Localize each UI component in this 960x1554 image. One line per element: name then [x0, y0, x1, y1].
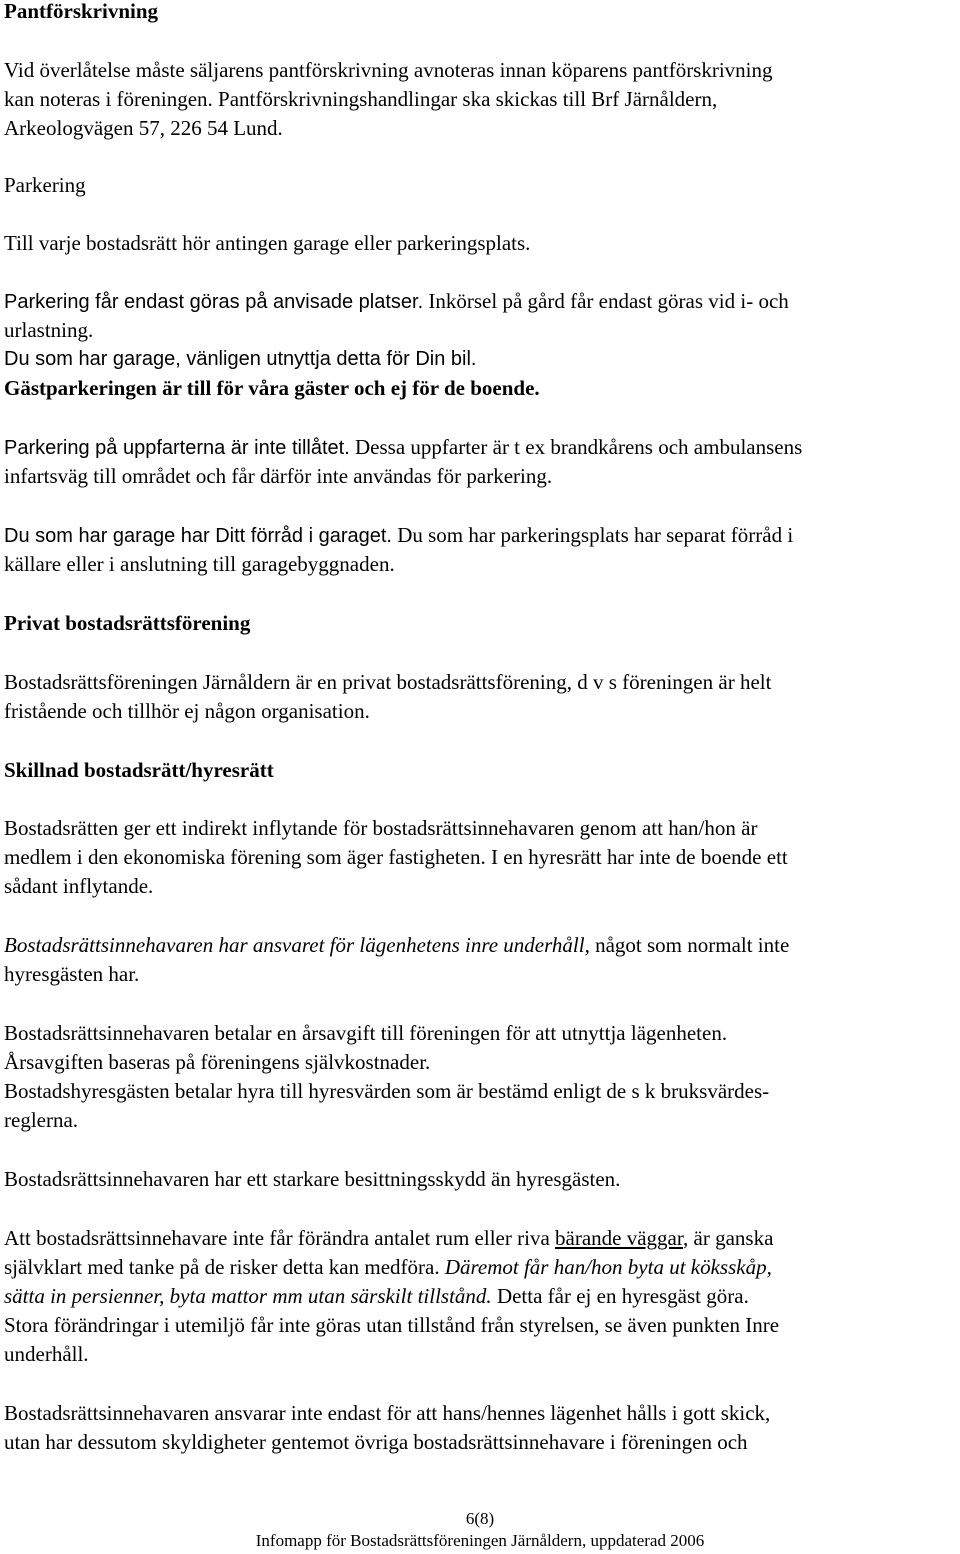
paragraph-line: Bostadsrätten ger ett indirekt inflytande för bostadsrättsinnehavaren genom att han/hon är	[4, 816, 758, 840]
text-run-italic: Däremot får han/hon byta ut köksskåp,	[444, 1255, 772, 1279]
paragraph-line: Till varje bostadsrätt hör antingen garage eller parkeringsplats.	[4, 231, 531, 255]
paragraph-line: medlem i den ekonomiska förening som äger fastigheten. I en hyresrätt har inte de boende ett	[4, 845, 788, 869]
text-run: , är ganska	[683, 1226, 774, 1250]
paragraph-line	[4, 1224, 773, 1253]
text-run: Dessa uppfarter är t ex brandkårens och ambulansens	[349, 435, 803, 459]
paragraph-line: Stora förändringar i utemiljö får inte göras utan tillstånd från styrelsen, se även punkten Inre	[4, 1313, 780, 1337]
paragraph-line: Vid överlåtelse måste säljarens pantförskrivning avnoteras innan köparens pantförskrivning	[4, 58, 773, 82]
heading-pantforskrivning: Pantförskrivning	[4, 0, 159, 23]
text-run: självklart med tanke på de risker detta kan medföra.	[4, 1255, 445, 1279]
paragraph-line: infartsväg till området och får därför inte användas för parkering.	[4, 464, 553, 488]
paragraph-line: hyresgästen har.	[4, 962, 140, 986]
text-run: något som normalt inte	[589, 933, 790, 957]
text-run: Inkörsel på gård får endast göras vid i- och	[423, 289, 789, 313]
heading-skillnad: Skillnad bostadsrätt/hyresrätt	[4, 758, 274, 782]
paragraph-line: underhåll.	[4, 1342, 89, 1366]
paragraph-line: Bostadshyresgästen betalar hyra till hyresvärden som är bestämd enligt de s k bruksvärdes-	[4, 1079, 770, 1103]
paragraph-line: Du som har garage, vänligen utnyttja detta för Din bil.	[4, 348, 477, 370]
paragraph-line: Bostadsrättsföreningen Järnåldern är en privat bostadsrättsförening, d v s föreningen är helt	[4, 670, 772, 694]
text-run-underlined: bärande väggar	[555, 1226, 684, 1250]
paragraph-line	[4, 1282, 749, 1311]
footer-text: Infomapp för Bostadsrättsföreningen Järnåldern, uppdaterad 2006	[255, 1531, 705, 1550]
text-run: Du som har parkeringsplats har separat förråd i	[391, 523, 794, 547]
paragraph-line: reglerna.	[4, 1108, 79, 1132]
paragraph-line: Årsavgiften baseras på föreningens självkostnader.	[4, 1050, 431, 1074]
paragraph-line: urlastning.	[4, 318, 94, 342]
text-run-italic: sätta in persienner, byta mattor mm utan särskilt tillstånd.	[4, 1284, 492, 1308]
paragraph-line: sådant inflytande.	[4, 874, 154, 898]
paragraph-line: fristående och tillhör ej någon organisation.	[4, 699, 370, 723]
text-run: Parkering på uppfarterna är inte tillåtet.	[4, 437, 350, 459]
paragraph-line	[4, 287, 789, 317]
text-run: Att bostadsrättsinnehavare inte får förändra antalet rum eller riva	[4, 1226, 556, 1250]
paragraph-line: Arkeologvägen 57, 226 54 Lund.	[4, 116, 283, 140]
paragraph-line	[4, 1253, 772, 1282]
paragraph-line: Bostadsrättsinnehavaren har ett starkare besittningsskydd än hyresgästen.	[4, 1167, 621, 1191]
paragraph-line	[4, 433, 802, 463]
text-run: Du som har garage har Ditt förråd i garaget.	[4, 525, 392, 547]
page-number: 6(8)	[465, 1509, 495, 1528]
heading-parkering: Parkering	[4, 173, 86, 197]
paragraph-line: utan har dessutom skyldigheter gentemot övriga bostadsrättsinnehavare i föreningen och	[4, 1430, 748, 1454]
paragraph-line: Bostadsrättsinnehavaren ansvarar inte endast för att hans/hennes lägenhet hålls i gott skick,	[4, 1401, 771, 1425]
text-run-italic: Bostadsrättsinnehavaren har ansvaret för lägenhetens inre underhåll,	[4, 933, 590, 957]
paragraph-line-bold: Gästparkeringen är till för våra gäster och ej för de boende.	[4, 376, 540, 400]
text-run: Detta får ej en hyresgäst göra.	[491, 1284, 749, 1308]
paragraph-line: källare eller i anslutning till garagebyggnaden.	[4, 552, 395, 576]
paragraph-line: kan noteras i föreningen. Pantförskrivningshandlingar ska skickas till Brf Järnåldern,	[4, 87, 718, 111]
paragraph-line	[4, 931, 789, 960]
text-run: Parkering får endast göras på anvisade platser.	[4, 291, 424, 313]
paragraph-line: Bostadsrättsinnehavaren betalar en årsavgift till föreningen för att utnyttja lägenheten.	[4, 1021, 728, 1045]
paragraph-line	[4, 521, 793, 551]
heading-privat: Privat bostadsrättsförening	[4, 611, 251, 635]
